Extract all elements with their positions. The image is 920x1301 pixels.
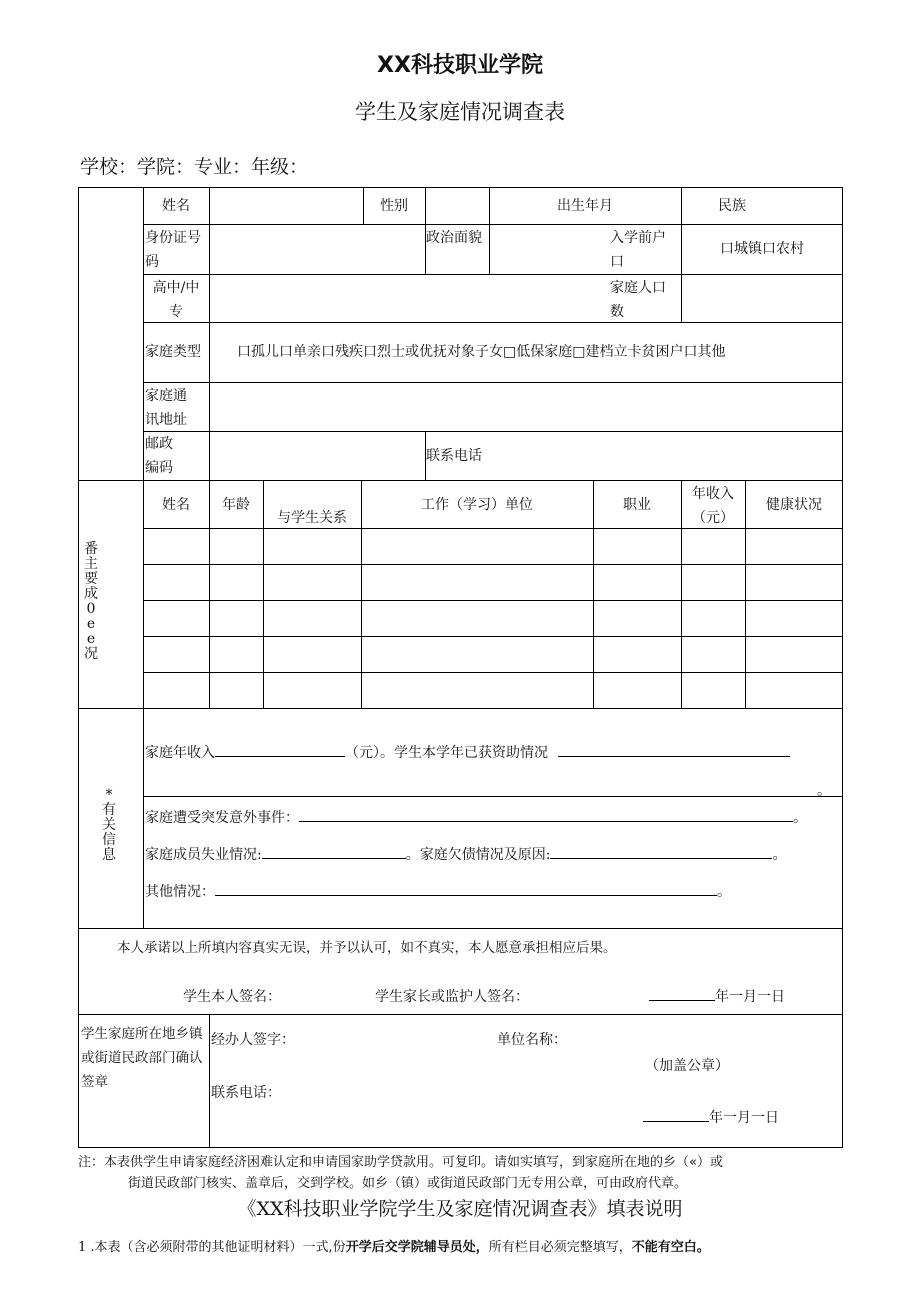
member-relation-header: 与学生关系: [277, 510, 347, 526]
note-line-1: 注：本表供学生申请家庭经济困难认定和申请国家助学贷款用。可复印。请如实填写，到家庭所在地的乡（«）或: [78, 1155, 723, 1170]
emergency-line: 家庭遭受突发意外事件： 。: [145, 806, 807, 830]
instructions-title: 《XX科技职业学院学生及家庭情况调查表》填表说明: [237, 1198, 683, 1220]
form-title: XX科技职业学院: [377, 53, 543, 78]
aid-status-blank[interactable]: [558, 742, 790, 757]
other-info-line: 其他情况： 。: [145, 880, 731, 904]
member-workplace-header: 工作（学习）单位: [421, 497, 533, 513]
grade-label: 年级：: [251, 156, 309, 178]
gender-label: 性别: [380, 198, 408, 214]
confirm-section-label: 学生家庭所在地乡镇或街道民政部门确认签章: [81, 1026, 203, 1090]
debt-blank[interactable]: [550, 844, 772, 859]
form-note: [78, 1152, 848, 1194]
confirm-date-blank[interactable]: [643, 1107, 709, 1122]
confirm-phone-label: 联系电话：: [211, 1085, 281, 1101]
handler-signature-label: 经办人签字：: [211, 1032, 295, 1048]
confirm-date: 年一月一日: [643, 1106, 779, 1130]
member-name-header: 姓名: [162, 497, 190, 513]
pledge-statement: 本人承诺以上所填内容真实无误，并予以认可，如不真实，本人愿意承担相应后果。: [117, 940, 617, 956]
family-type-options: 口孤儿口单亲口残疾口烈士或优抚对象子女□低保家庭□建档立卡贫困户口其他: [237, 344, 726, 360]
family-count-label: 家庭人口 数: [610, 280, 666, 320]
emergency-blank[interactable]: [299, 807, 793, 822]
student-signature-label: 学生本人签名：: [183, 989, 281, 1005]
school-label: 学校：: [80, 156, 138, 178]
other-info-blank[interactable]: [215, 881, 717, 896]
phone-label: 联系电话: [426, 448, 482, 464]
major-label: 专业：: [194, 156, 252, 178]
guardian-signature-label: 学生家长或监护人签名：: [375, 989, 529, 1005]
unit-name-label: 单位名称：: [497, 1032, 567, 1048]
family-members-section-label: 番主要成0ee况: [84, 541, 98, 662]
birth-date-label: 出生年月: [557, 198, 613, 214]
unemployment-line: 家庭成员失业情况: 。家庭欠债情况及原因: 。: [145, 843, 786, 867]
postal-code-label: 邮政 编码: [145, 436, 173, 476]
family-income-blank[interactable]: [215, 742, 345, 757]
member-row-2[interactable]: [144, 565, 843, 600]
related-info-section-label: *有关信息: [102, 787, 116, 863]
member-row-5[interactable]: [144, 673, 843, 708]
pledge-date-blank[interactable]: [649, 986, 715, 1001]
instruction-item-1: 1 .本表（含必须附带的其他证明材料）一式,份开学后交学院辅导员处，所有栏目必须完整填写，不能有空白。: [78, 1240, 710, 1255]
member-income-header: 年收入 （元）: [692, 486, 734, 526]
politics-label: 政治面貌: [426, 230, 482, 246]
hukou-options: 口城镇口农村: [720, 241, 804, 257]
unemployment-blank[interactable]: [262, 844, 406, 859]
family-income-line: 家庭年收入 （元）。学生本学年已获资助情况: [145, 741, 790, 765]
name-label: 姓名: [162, 198, 190, 214]
family-type-label: 家庭类型: [145, 344, 201, 360]
member-job-header: 职业: [623, 497, 651, 513]
form-subtitle: 学生及家庭情况调查表: [355, 100, 565, 124]
member-health-header: 健康状况: [766, 497, 822, 513]
member-row-3[interactable]: [144, 601, 843, 636]
school-info-line: [80, 152, 308, 179]
member-row-4[interactable]: [144, 637, 843, 672]
college-label: 学院：: [137, 156, 195, 178]
pledge-date: 年一月一日: [649, 985, 785, 1009]
survey-form-table: [78, 187, 843, 1148]
note-line-2: 街道民政部门核实、盖章后，交到学校。如乡（镇）或街道民政部门无专用公章，可由政府代章。: [128, 1176, 688, 1191]
member-age-header: 年龄: [222, 497, 250, 513]
ethnicity-label: 民族: [718, 198, 746, 214]
member-row-1[interactable]: [144, 529, 843, 564]
period-mark-1: 。: [817, 783, 831, 799]
address-label: 家庭通 讯地址: [145, 388, 187, 428]
official-stamp-label: （加盖公章）: [645, 1058, 729, 1074]
high-school-label: 高中/中 专: [152, 280, 200, 320]
id-number-label: 身份证号 码: [145, 230, 201, 270]
hukou-label: 入学前户 口: [610, 230, 666, 270]
